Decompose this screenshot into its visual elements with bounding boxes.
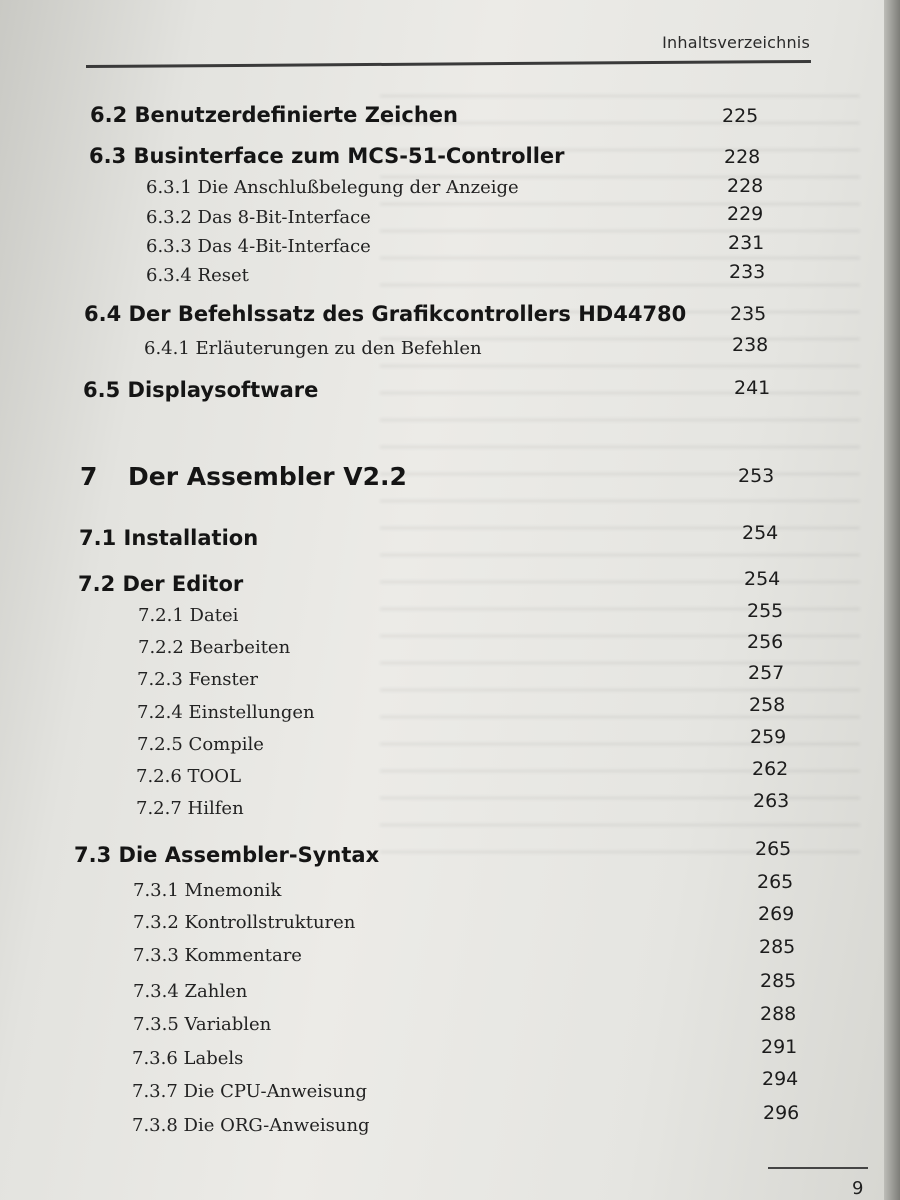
- toc-entry: [146, 265, 249, 286]
- toc-entry-title: Bearbeiten: [189, 637, 291, 658]
- toc-entry-number: 7.3.4: [133, 981, 179, 1002]
- toc-entry: [133, 981, 247, 1002]
- toc-entry-title: Das 4-Bit-Interface: [197, 236, 371, 257]
- toc-entry-title: Labels: [183, 1048, 244, 1069]
- toc-entry-number: 7.2.5: [137, 734, 183, 755]
- toc-entry-page: 255: [747, 600, 784, 622]
- toc-entry-page: 288: [760, 1003, 797, 1025]
- show-through-text: [380, 95, 860, 855]
- toc-entry: [133, 912, 355, 933]
- toc-entry-number: 7.2.6: [136, 766, 182, 787]
- toc-entry-number: 6.3: [89, 144, 127, 168]
- toc-entry-title: Die Assembler-Syntax: [118, 843, 380, 867]
- toc-entry-page: 241: [734, 377, 771, 399]
- toc-entry-title: Der Befehlssatz des Grafikcontrollers HD44780: [128, 302, 687, 326]
- toc-entry: [137, 702, 315, 723]
- toc-entry: [138, 637, 290, 658]
- toc-entry-page: 257: [748, 662, 785, 684]
- toc-entry: [146, 207, 371, 228]
- toc-entry-title: Der Editor: [122, 572, 244, 596]
- toc-entry-title: Mnemonik: [184, 880, 282, 901]
- toc-entry: [83, 378, 318, 402]
- toc-entry-page: 229: [727, 203, 764, 225]
- toc-entry-page: 256: [747, 631, 784, 653]
- running-header: Inhaltsverzeichnis: [662, 33, 810, 52]
- toc-entry-page: 285: [759, 936, 796, 958]
- page-edge-shadow: [884, 0, 900, 1200]
- toc-entry-title: Die CPU-Anweisung: [183, 1081, 367, 1102]
- toc-entry-page: 296: [763, 1102, 800, 1124]
- toc-entry-number: 7.3.2: [133, 912, 179, 933]
- toc-entry-number: 7.1: [79, 526, 117, 550]
- toc-entry-page: 259: [750, 726, 787, 748]
- toc-entry-title: Der Assembler V2.2: [128, 462, 407, 491]
- toc-entry-number: 6.3.4: [146, 265, 192, 286]
- toc-entry-page: 228: [727, 175, 764, 197]
- toc-entry: [144, 338, 482, 359]
- toc-entry-page: 225: [722, 105, 759, 127]
- toc-entry-number: 6.2: [90, 103, 128, 127]
- toc-entry-number: 7.2: [78, 572, 116, 596]
- toc-entry: [90, 103, 458, 127]
- toc-entry-number: 7.3.1: [133, 880, 179, 901]
- toc-entry: [79, 526, 258, 550]
- toc-entry-page: 238: [732, 334, 769, 356]
- toc-entry: [84, 302, 686, 326]
- toc-entry-title: Hilfen: [187, 798, 244, 819]
- toc-entry-page: 291: [761, 1036, 798, 1058]
- toc-entry: [132, 1115, 370, 1136]
- toc-entry-title: Erläuterungen zu den Befehlen: [195, 338, 482, 359]
- toc-entry-page: 231: [728, 232, 765, 254]
- toc-entry: [74, 843, 379, 867]
- toc-entry-title: Kontrollstrukturen: [184, 912, 356, 933]
- toc-entry: [80, 462, 407, 491]
- toc-entry: [146, 236, 371, 257]
- toc-entry: [89, 144, 565, 168]
- toc-entry-title: Businterface zum MCS-51-Controller: [133, 144, 565, 168]
- toc-entry-page: 269: [758, 903, 795, 925]
- toc-entry-page: 228: [724, 146, 761, 168]
- toc-entry-number: 7.2.1: [138, 605, 184, 626]
- toc-entry-title: Benutzerdefinierte Zeichen: [134, 103, 458, 127]
- toc-entry: [78, 572, 243, 596]
- toc-entry-number: 7.3.3: [133, 945, 179, 966]
- header-rule: [86, 60, 811, 68]
- page-number: 9: [852, 1178, 864, 1199]
- toc-entry-title: Displaysoftware: [127, 378, 319, 402]
- toc-entry-page: 262: [752, 758, 789, 780]
- toc-entry-number: 6.5: [83, 378, 121, 402]
- toc-entry-number: 7.3.6: [132, 1048, 178, 1069]
- toc-entry: [138, 605, 238, 626]
- toc-entry-number: 7: [80, 462, 98, 491]
- toc-entry-number: 7.3.7: [132, 1081, 178, 1102]
- footer-rule: [768, 1167, 868, 1169]
- toc-entry-title: Einstellungen: [188, 702, 315, 723]
- toc-entry-page: 285: [760, 970, 797, 992]
- toc-entry-page: 254: [744, 568, 781, 590]
- toc-entry-number: 7.2.3: [137, 669, 183, 690]
- toc-entry-number: 7.2.7: [136, 798, 182, 819]
- toc-entry-title: Zahlen: [184, 981, 248, 1002]
- toc-entry-page: 263: [753, 790, 790, 812]
- toc-entry-title: Die Anschlußbelegung der Anzeige: [197, 177, 519, 198]
- toc-entry-number: 6.4: [84, 302, 122, 326]
- toc-entry-number: 7.2.2: [138, 637, 184, 658]
- toc-entry-page: 233: [729, 261, 766, 283]
- toc-entry-title: Reset: [197, 265, 249, 286]
- toc-entry-number: 7.3: [74, 843, 112, 867]
- toc-entry-page: 253: [738, 465, 775, 487]
- toc-entry-title: Variablen: [184, 1014, 272, 1035]
- toc-entry-number: 6.3.1: [146, 177, 192, 198]
- toc-entry-title: Fenster: [188, 669, 259, 690]
- toc-entry-page: 265: [757, 871, 794, 893]
- toc-entry: [136, 766, 241, 787]
- toc-entry-title: TOOL: [187, 766, 242, 787]
- toc-entry: [133, 945, 302, 966]
- toc-entry-number: 7.3.5: [133, 1014, 179, 1035]
- toc-entry-page: 294: [762, 1068, 799, 1090]
- toc-entry: [132, 1048, 243, 1069]
- toc-entry: [136, 798, 244, 819]
- toc-entry-title: Kommentare: [184, 945, 302, 966]
- toc-entry-page: 265: [755, 838, 792, 860]
- toc-entry-page: 254: [742, 522, 779, 544]
- toc-entry: [146, 177, 519, 198]
- toc-entry: [137, 734, 264, 755]
- toc-entry-number: 7.2.4: [137, 702, 183, 723]
- toc-entry-title: Compile: [188, 734, 264, 755]
- toc-entry-number: 6.3.3: [146, 236, 192, 257]
- toc-entry-number: 7.3.8: [132, 1115, 178, 1136]
- toc-entry-page: 258: [749, 694, 786, 716]
- toc-entry: [133, 1014, 271, 1035]
- toc-entry-page: 235: [730, 303, 767, 325]
- toc-entry-title: Datei: [189, 605, 239, 626]
- toc-entry: [133, 880, 281, 901]
- toc-entry-title: Installation: [123, 526, 259, 550]
- toc-entry-number: 6.4.1: [144, 338, 190, 359]
- toc-entry: [132, 1081, 367, 1102]
- toc-entry-title: Das 8-Bit-Interface: [197, 207, 371, 228]
- toc-entry: [137, 669, 258, 690]
- toc-entry-number: 6.3.2: [146, 207, 192, 228]
- toc-entry-title: Die ORG-Anweisung: [183, 1115, 370, 1136]
